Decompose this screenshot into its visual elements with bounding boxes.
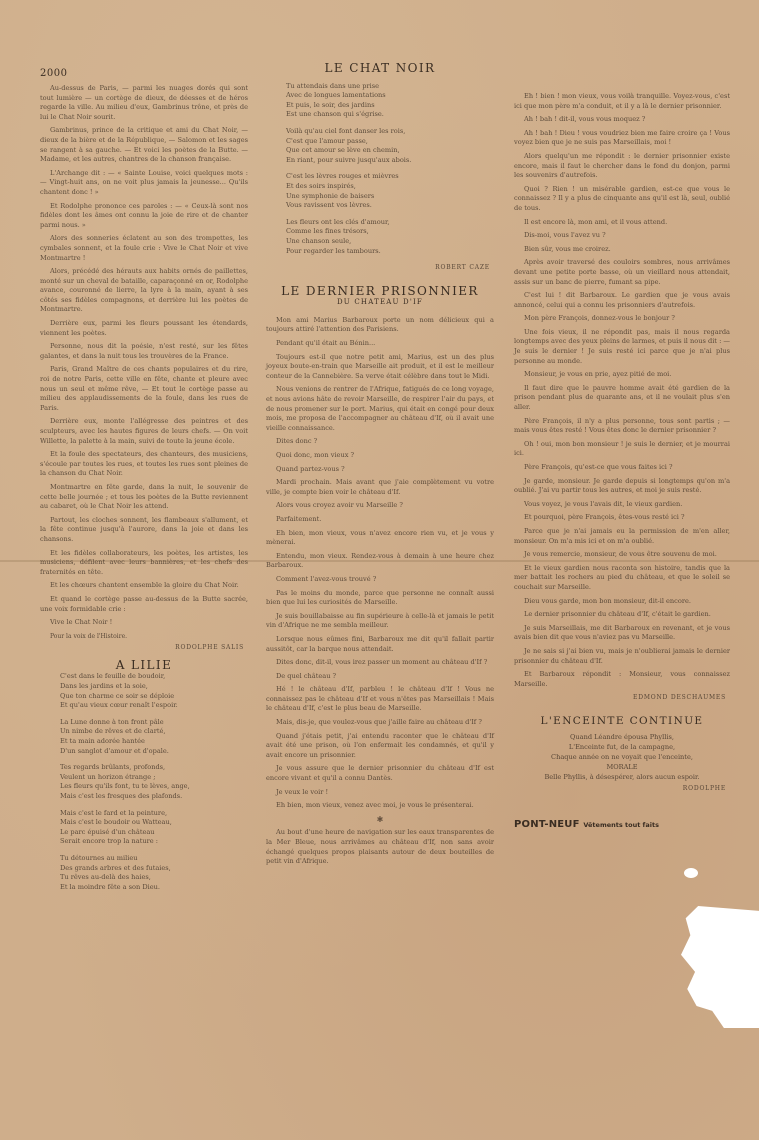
verse-line: Tu détournes au milieu <box>60 853 138 862</box>
column-middle <box>266 62 494 867</box>
paragraph: Je suis Marseillais, me dit Barbaroux en revenant, et je vous avais bien dit que vous n'aviez pas vu Marseille. <box>514 623 730 642</box>
verse-line: C'est dans le feuille de boudoir, <box>60 672 166 681</box>
paragraph: Dis-moi, vous l'avez vu ? <box>524 231 606 240</box>
signature-salis: RODOLPHE SALIS <box>175 644 244 652</box>
verse-line: Et des soirs inspirés, <box>286 181 356 190</box>
paragraph: Alors, précédé des hérauts aux habits ornés de paillettes, monté sur un cheval de bataille, caparaçonné en or, Rodolphe avance, couronné de lierre, la lyre à la main, ayant à ses côtés ses fidèles compagnons, et derrière lui les poètes de Montmartre. <box>40 267 248 314</box>
story-subtitle: DU CHATEAU D'IF <box>337 298 423 307</box>
paragraph: Comment l'avez-vous trouvé ? <box>276 574 377 583</box>
paragraph: Alors des sonneries éclatent au son des trompettes, les cymbales sonnent, et la foule crie : Vive le Chat Noir et vive Montmartre ! <box>40 234 248 262</box>
paragraph: Mardi prochain. Mais avant que j'aie complètement vu votre ville, je compte bien voir le château d'If. <box>266 478 494 496</box>
paragraph: C'est lui ! dit Barbaroux. Le gardien que je vous avais annoncé, celui qui a connu les prisonniers d'autrefois. <box>514 291 730 309</box>
verse-line: Tu attendais dans une prise <box>286 81 379 90</box>
verse-line: La Lune donne à ton front pâle <box>60 717 164 726</box>
paragraph: Mais, dis-je, que voulez-vous que j'aille faire au château d'If ? <box>276 718 482 727</box>
verse-line: Le parc épuisé d'un château <box>60 827 155 836</box>
paragraph: Derrière eux, parmi les fleurs poussant les étendards, viennent les poètes. <box>40 319 248 337</box>
signature-rodolphe: RODOLPHE <box>682 785 726 793</box>
paragraph: Eh ! bien ! mon vieux, vous voilà tranquille. Voyez-vous, c'est ici que mon père m'a conduit, et il y a là le dernier prisonnier. <box>514 92 730 110</box>
paragraph: Eh bien, mon vieux, venez avec moi, je vous le présenterai. <box>276 801 474 810</box>
paragraph: Père François, qu'est-ce que vous faites ici ? <box>524 463 673 471</box>
paragraph: Le dernier prisonnier du château d'If, c'était le gardien. <box>524 610 711 619</box>
paragraph: Bien sûr, vous me croirez. <box>524 244 611 253</box>
verse-line: Veulent un horizon étrange ; <box>60 772 156 781</box>
verse-line: Et qu'au vieux cœur renaît l'espoir. <box>60 701 178 710</box>
paragraph: Pas le moins du monde, parce que personne ne connaît aussi bien que lui les curiosités de Marseille. <box>266 588 494 607</box>
verse-line: MORALE <box>606 763 638 772</box>
signature-deschaumes: EDMOND DESCHAUMES <box>633 694 726 702</box>
verse-line: Un nimbe de rêves et de clarté, <box>60 727 166 736</box>
paragraph: Hé ! le château d'If, parbleu ! le château d'If ! Vous ne connaissez pas le château d'If et vous n'êtes pas Marseillais ! Mais le château d'If, c'est le plus beau de Marseille. <box>266 685 494 713</box>
paragraph: Dites donc ? <box>276 437 318 446</box>
stanza <box>286 218 494 256</box>
poem-chat-noir <box>266 82 494 257</box>
paragraph: Et quand le cortège passe au-dessus de la Butte sacrée, une voix formidable crie : <box>40 594 248 613</box>
paragraph: Vous voyez, je vous l'avais dit, le vieux gardien. <box>524 499 683 508</box>
paragraph: Et les chœurs chantent ensemble la gloire du Chat Noir. <box>50 581 239 590</box>
verse-line: Vous ravissent vos lèvres. <box>286 201 372 210</box>
paragraph: Parce que je n'ai jamais eu la permission de m'en aller, monsieur. On m'a mis ici et on m'a oublié. <box>514 526 730 545</box>
verse-line: Que ton charme ce soir se déploie <box>60 691 175 700</box>
paragraph: Il est encore là, mon ami, et il vous attend. <box>524 217 668 226</box>
verse-line: Les fleurs ont les clés d'amour, <box>286 217 390 226</box>
verse-line: En riant, pour suivre jusqu'aux abois. <box>286 155 412 164</box>
verse-line: Pour regarder les tambours. <box>286 246 381 255</box>
column-left <box>40 84 248 899</box>
paragraph: Je garde, monsieur. Je garde depuis si longtemps qu'on m'a oublié. J'ai vu partir tous les autres, et moi je suis resté. <box>514 476 730 495</box>
verse-line: Mais c'est le boudoir ou Watteau, <box>60 818 172 827</box>
verse-line: Que cet amour se lève en chemin, <box>286 146 400 155</box>
verse-line: C'est les lèvres rouges et mièvres <box>286 172 399 181</box>
paragraph: Eh bien, mon vieux, vous n'avez encore rien vu, et je vous y mènerai. <box>266 528 494 547</box>
paragraph: Après avoir traversé des couloirs sombres, nous arrivâmes devant une petite porte basse, où un vieillard nous attendait, assis sur un banc de pierre, fumant sa pipe. <box>514 258 730 286</box>
poem-title-lilie: A LILIE <box>115 657 173 672</box>
paragraph: Vive le Chat Noir ! <box>50 618 113 627</box>
stanza <box>60 809 248 847</box>
paragraph: Il faut dire que le pauvre homme avait été gardien de la prison pendant plus de quarante ans, et il ne voulait plus s'en aller. <box>514 383 730 412</box>
verse-line: Tes regards brûlants, profonds, <box>60 763 166 772</box>
paragraph: L'Archange dit : — « Sainte Louise, voici quelques mots : — Vingt-huit ans, on ne voit plus jamais la jeunesse... Qu'ils chantent donc ! » <box>40 168 248 196</box>
paragraph: Mon père François, donnez-vous le bonjour ? <box>524 314 675 323</box>
column-left-paragraphs <box>40 84 248 628</box>
poem-lilie <box>40 672 248 892</box>
paragraph: Je vous remercie, monsieur, de vous être souvenu de moi. <box>524 550 717 559</box>
paragraph: Quand j'étais petit, j'ai entendu raconter que le château d'If avait été une prison, où l'on enfermait les condamnés, et qu'il y avait encore un prisonnier. <box>266 731 494 759</box>
story-continuation <box>514 92 730 689</box>
paragraph: Alors quelqu'un me répondit : le dernier prisonnier existe encore, mais il faut le chercher dans le fond du donjon, parmi les souvenirs d'autrefois. <box>514 151 730 180</box>
signature-caze: ROBERT CAZE <box>435 264 490 272</box>
paragraph: Lorsque nous eûmes fini, Barbaroux me dit qu'il fallait partir aussitôt, car la barque nous attendait. <box>266 634 494 653</box>
paragraph: Et le vieux gardien nous raconta son histoire, tandis que la mer battait les rochers au pied du château, et que le soleil se couchait sur Marseille. <box>514 563 730 591</box>
paragraph: Père François, il n'y a plus personne, tous sont partis ; — mais vous êtes resté ! Vous êtes donc le dernier prisonnier ? <box>514 416 730 435</box>
paragraph: Dieu vous garde, mon bon monsieur, dit-il encore. <box>524 596 691 605</box>
ad-tagline: Vêtements tout faits <box>583 821 659 830</box>
verse-line: Une symphonie de baisers <box>286 191 375 200</box>
paragraph: Et la foule des spectateurs, des chanteurs, des musiciens, s'écoule par toutes les rues, et toutes les rues sont pleines de la chanson du Chat Noir. <box>40 450 248 478</box>
verse-line: C'est que l'amour passe, <box>286 136 368 145</box>
verse-line: Voilà qu'au ciel font danser les rois, <box>286 126 406 135</box>
paragraph: Monsieur, je vous en prie, ayez pitié de moi. <box>524 370 672 379</box>
paragraph: Ah ! bah ! dit-il, vous vous moquez ? <box>524 115 646 124</box>
story-paragraphs <box>266 316 494 811</box>
paragraph: Et Barbaroux répondit : Monsieur, vous connaissez Marseille. <box>514 670 730 688</box>
verse-line: D'un sanglot d'amour et d'opale. <box>60 746 169 755</box>
stanza <box>286 127 494 165</box>
verse-line: Et puis, le soir, des jardins <box>286 100 375 109</box>
verse-line: Des grands arbres et des futaies, <box>60 863 171 872</box>
verse-line: Les fleurs qu'ils font, tu te lèves, ange, <box>60 782 190 791</box>
paragraph: Oh ! oui, mon bon monsieur ! je suis le dernier, et je mourrai ici. <box>514 439 730 458</box>
verse-line: Dans les jardins et la soie, <box>60 682 148 691</box>
paragraph: Partout, les cloches sonnent, les flambeaux s'allument, et la fête continue jusqu'à l'aurore, dans la joie et dans les chansons. <box>40 515 248 543</box>
paragraph: Paris, Grand Maître de ces chants populaires et du rire, roi de notre Paris, cette ville en fête, chante et pleure avec nous un seul et même rêve, — Et tout le cortège passe au milieu des applaudissements de la foule, dans les rues de Paris. <box>40 365 248 412</box>
paragraph: Et Rodolphe prononce ces paroles : — « Ceux-là sont nos fidèles dont les âmes ont connu la joie de rire et de chanter parmi nous. » <box>40 201 248 229</box>
enceinte-poem <box>514 732 730 782</box>
paragraph: Quoi donc, mon vieux ? <box>276 451 355 459</box>
section-separator: ✱ <box>376 814 384 824</box>
paragraph: Entendu, mon vieux. Rendez-vous à demain à une heure chez Barbaroux. <box>266 551 494 570</box>
ad-brand: PONT-NEUF <box>514 819 580 831</box>
paragraph: Quoi ? Rien ! un misérable gardien, est-ce que vous le connaissez ? Il y a plus de cinquante ans qu'il est là, seul, oublié de tous. <box>514 184 730 212</box>
verse-line: Une chanson seule, <box>286 236 352 245</box>
verse-line: Comme les fines trésors, <box>286 227 369 236</box>
stanza <box>60 718 248 756</box>
verse-line: Avec de longues lamentations <box>286 91 386 100</box>
paragraph: Derrière eux, monte l'allégresse des peintres et des sculpteurs, avec les hautes figures de leurs chefs. — On voit Willette, la palette à la main, suivi de toute la jeune école. <box>40 417 248 445</box>
paragraph: Dites donc, dit-il, vous irez passer un moment au château d'If ? <box>276 658 488 667</box>
torn-paper-hole <box>681 906 759 1028</box>
verse-line: Est une chanson qui s'égrise. <box>286 110 384 119</box>
stanza <box>60 854 248 892</box>
torn-paper-speck <box>684 868 698 878</box>
paragraph: Personne, nous dit la poésie, n'est resté, sur les fêtes galantes, et dans la nuit tous les trouvères de la France. <box>40 342 248 360</box>
paragraph: Toujours est-il que notre petit ami, Marius, est un des plus joyeux boute-en-train que Marseille ait produit, et il est le meilleur conteur de la Cannebière. Sa verve était célèbre dans tout le Midi. <box>266 352 494 380</box>
stanza <box>286 82 494 120</box>
story-title: LE DERNIER PRISONNIER <box>281 283 479 298</box>
story-closing: Au bout d'une heure de navigation sur les eaux transparentes de la Mer Bleue, nous arrivâmes au château d'If, non sans avoir échangé quelques propos plaisants autour de deux bouteilles de petit vin d'Afrique. <box>266 828 494 866</box>
verse-line: Belle Phyllis, à désespérer, alors aucun espoir. <box>544 773 700 782</box>
enceinte-title: L'ENCEINTE CONTINUE <box>540 714 704 727</box>
paragraph: Parfaitement. <box>276 514 322 523</box>
paragraph: Alors vous croyez avoir vu Marseille ? <box>276 501 403 510</box>
column-right <box>514 92 730 831</box>
paragraph: Ah ! bah ! Dieu ! vous voudriez bien me faire croire ça ! Vous voyez bien que je ne suis pas Marseillais, moi ! <box>514 128 730 147</box>
verse-line: L'Enceinte fut, de la campagne, <box>568 743 676 752</box>
paragraph: Mon ami Marius Barbaroux porte un nom délicieux qui a toujours attiré l'attention des Parisiens. <box>266 315 494 334</box>
signature-left-note: Pour la voix de l'Histoire. <box>50 632 128 640</box>
paragraph: Quand partez-vous ? <box>276 464 345 473</box>
advertisement <box>514 820 730 831</box>
paragraph: Gambrinus, prince de la critique et ami du Chat Noir, — dieux de la bière et de la République, — Salomon et les sages se rangent à sa gauche. — Et voici les poètes de la Butte. — Madame, et les autres, chantres de la chanson française. <box>40 126 248 164</box>
page-number: 2000 <box>40 68 68 79</box>
paragraph: Nous venions de rentrer de l'Afrique, fatigués de ce long voyage, et nous avions hâte de revoir Marseille, de respirer l'air du pays, et de nous promener sur le port. Marius, qui était en congé pour deux mois, me proposa de l'accompagner au château d'If, où il avait une vieille connaissance. <box>266 385 494 432</box>
verse-line: Mais c'est les fresques des plafonds. <box>60 792 183 800</box>
paragraph: Et pourquoi, père François, êtes-vous resté ici ? <box>524 513 685 522</box>
verse-line: Chaque année on ne voyait que l'enceinte, <box>551 753 693 762</box>
masthead-title: LE CHAT NOIR <box>324 61 436 75</box>
paragraph: Je vous assure que le dernier prisonnier du château d'If est encore vivant et qu'il a connu Dantès. <box>266 764 494 783</box>
verse-line: Mais c'est le fard et la peinture, <box>60 808 168 817</box>
verse-line: Tu rêves au-delà des haies, <box>60 873 151 882</box>
paragraph: Et les fidèles collaborateurs, les poètes, les artistes, les musiciens, défilent avec leurs bannières, et les chefs des fraternités en tête. <box>40 548 248 576</box>
verse-line: Et ta main adorée hantée <box>60 737 145 746</box>
paragraph: Pendant qu'il était au Bénin... <box>276 339 376 348</box>
verse-line: Serait encore trop la nature : <box>60 837 158 846</box>
paragraph: Je suis bouillabaisse au fin supérieure à celle-là et jamais le petit vin d'Afrique ne me sembla meilleur. <box>266 611 494 630</box>
stanza <box>60 672 248 710</box>
paragraph: Je ne sais si j'ai bien vu, mais je n'oublierai jamais le dernier prisonnier du château d'If. <box>514 646 730 665</box>
paragraph: Je veux le voir ! <box>276 787 329 796</box>
verse-line: Quand Léandre épousa Phyllis, <box>570 733 674 742</box>
stanza <box>286 172 494 210</box>
paragraph: Au-dessus de Paris, — parmi les nuages dorés qui sont tout lumière — un cortège de dieux, de déesses et de héros regarde la ville. Au milieu d'eux, Gambrinus trône, et près de lui le Chat Noir sourit. <box>40 84 248 121</box>
paragraph: Montmartre en fête garde, dans la nuit, le souvenir de cette belle journée ; et tous les poètes de la Butte reviennent au cabaret, où le Chat Noir les attend. <box>40 482 248 511</box>
stanza <box>60 763 248 801</box>
verse-line: Et la moindre fête a son Dieu. <box>60 882 160 891</box>
paragraph: Une fois vieux, il ne répondit pas, mais il nous regarda longtemps avec des yeux pleins de larmes, et puis il nous dit : — Je suis le dernier ! Je suis resté ici parce que je n'ai plus personne au monde. <box>514 327 730 365</box>
paragraph: De quel château ? <box>276 671 337 680</box>
